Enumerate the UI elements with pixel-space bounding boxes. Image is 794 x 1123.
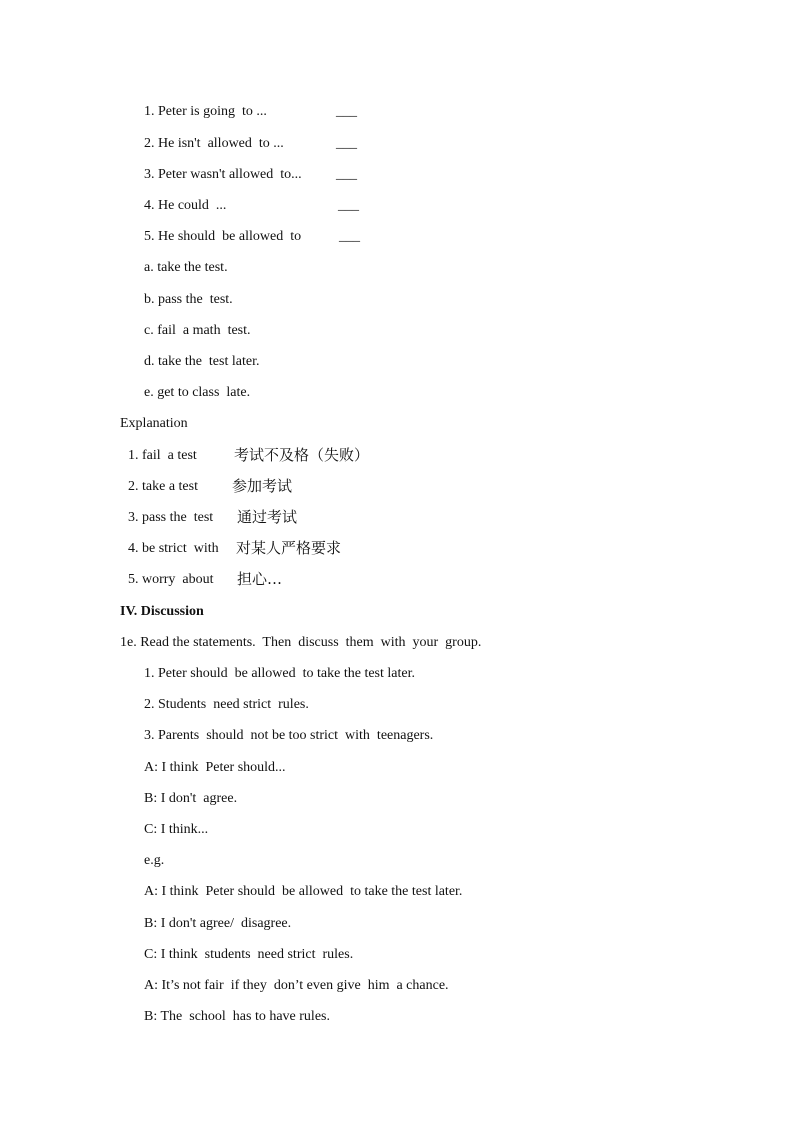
- section-heading-discussion: IV. Discussion: [120, 604, 204, 619]
- option-e: e. get to class late.: [144, 385, 251, 400]
- explanation-term-2: 2. take a test: [128, 479, 198, 494]
- statement-2: 2. He isn't allowed to ...: [144, 136, 284, 151]
- explanation-term-1: 1. fail a test: [128, 448, 197, 463]
- example-line-1: A: I think Peter should be allowed to take the test later.: [144, 884, 463, 899]
- discussion-statement-2: 2. Students need strict rules.: [144, 697, 309, 712]
- example-label: e.g.: [144, 853, 165, 868]
- explanation-term-4: 4. be strict with: [128, 541, 219, 556]
- example-line-3: C: I think students need strict rules.: [144, 947, 354, 962]
- explanation-heading: Explanation: [120, 416, 188, 431]
- option-c: c. fail a math test.: [144, 323, 251, 338]
- explanation-meaning-1: 考试不及格（失败）: [234, 446, 370, 464]
- statement-1: 1. Peter is going to ...: [144, 104, 267, 119]
- option-d: d. take the test later.: [144, 354, 260, 369]
- example-line-5: B: The school has to have rules.: [144, 1009, 330, 1024]
- answer-blank-4: ___: [338, 198, 359, 213]
- explanation-meaning-2: 参加考试: [232, 477, 293, 495]
- discussion-instruction: 1e. Read the statements. Then discuss them with your group.: [120, 635, 482, 650]
- option-b: b. pass the test.: [144, 292, 233, 307]
- answer-blank-3: ___: [336, 167, 357, 182]
- example-line-2: B: I don't agree/ disagree.: [144, 916, 292, 931]
- statement-5: 5. He should be allowed to: [144, 229, 302, 244]
- answer-blank-5: ___: [339, 229, 360, 244]
- explanation-term-3: 3. pass the test: [128, 510, 214, 525]
- explanation-meaning-3: 通过考试: [237, 508, 298, 526]
- answer-blank-2: ___: [336, 136, 357, 151]
- discussion-statement-1: 1. Peter should be allowed to take the test later.: [144, 666, 415, 681]
- answer-blank-1: ___: [336, 104, 357, 119]
- discussion-statement-3: 3. Parents should not be too strict with teenagers.: [144, 728, 434, 743]
- dialogue-frame-c: C: I think...: [144, 822, 209, 837]
- statement-4: 4. He could ...: [144, 198, 227, 213]
- explanation-meaning-4: 对某人严格要求: [236, 539, 342, 557]
- explanation-term-5: 5. worry about: [128, 572, 214, 587]
- dialogue-frame-a: A: I think Peter should...: [144, 760, 286, 775]
- explanation-meaning-5: 担心…: [237, 570, 283, 588]
- option-a: a. take the test.: [144, 260, 228, 275]
- example-line-4: A: It’s not fair if they don’t even give him a chance.: [144, 978, 449, 993]
- dialogue-frame-b: B: I don't agree.: [144, 791, 238, 806]
- statement-3: 3. Peter wasn't allowed to...: [144, 167, 302, 182]
